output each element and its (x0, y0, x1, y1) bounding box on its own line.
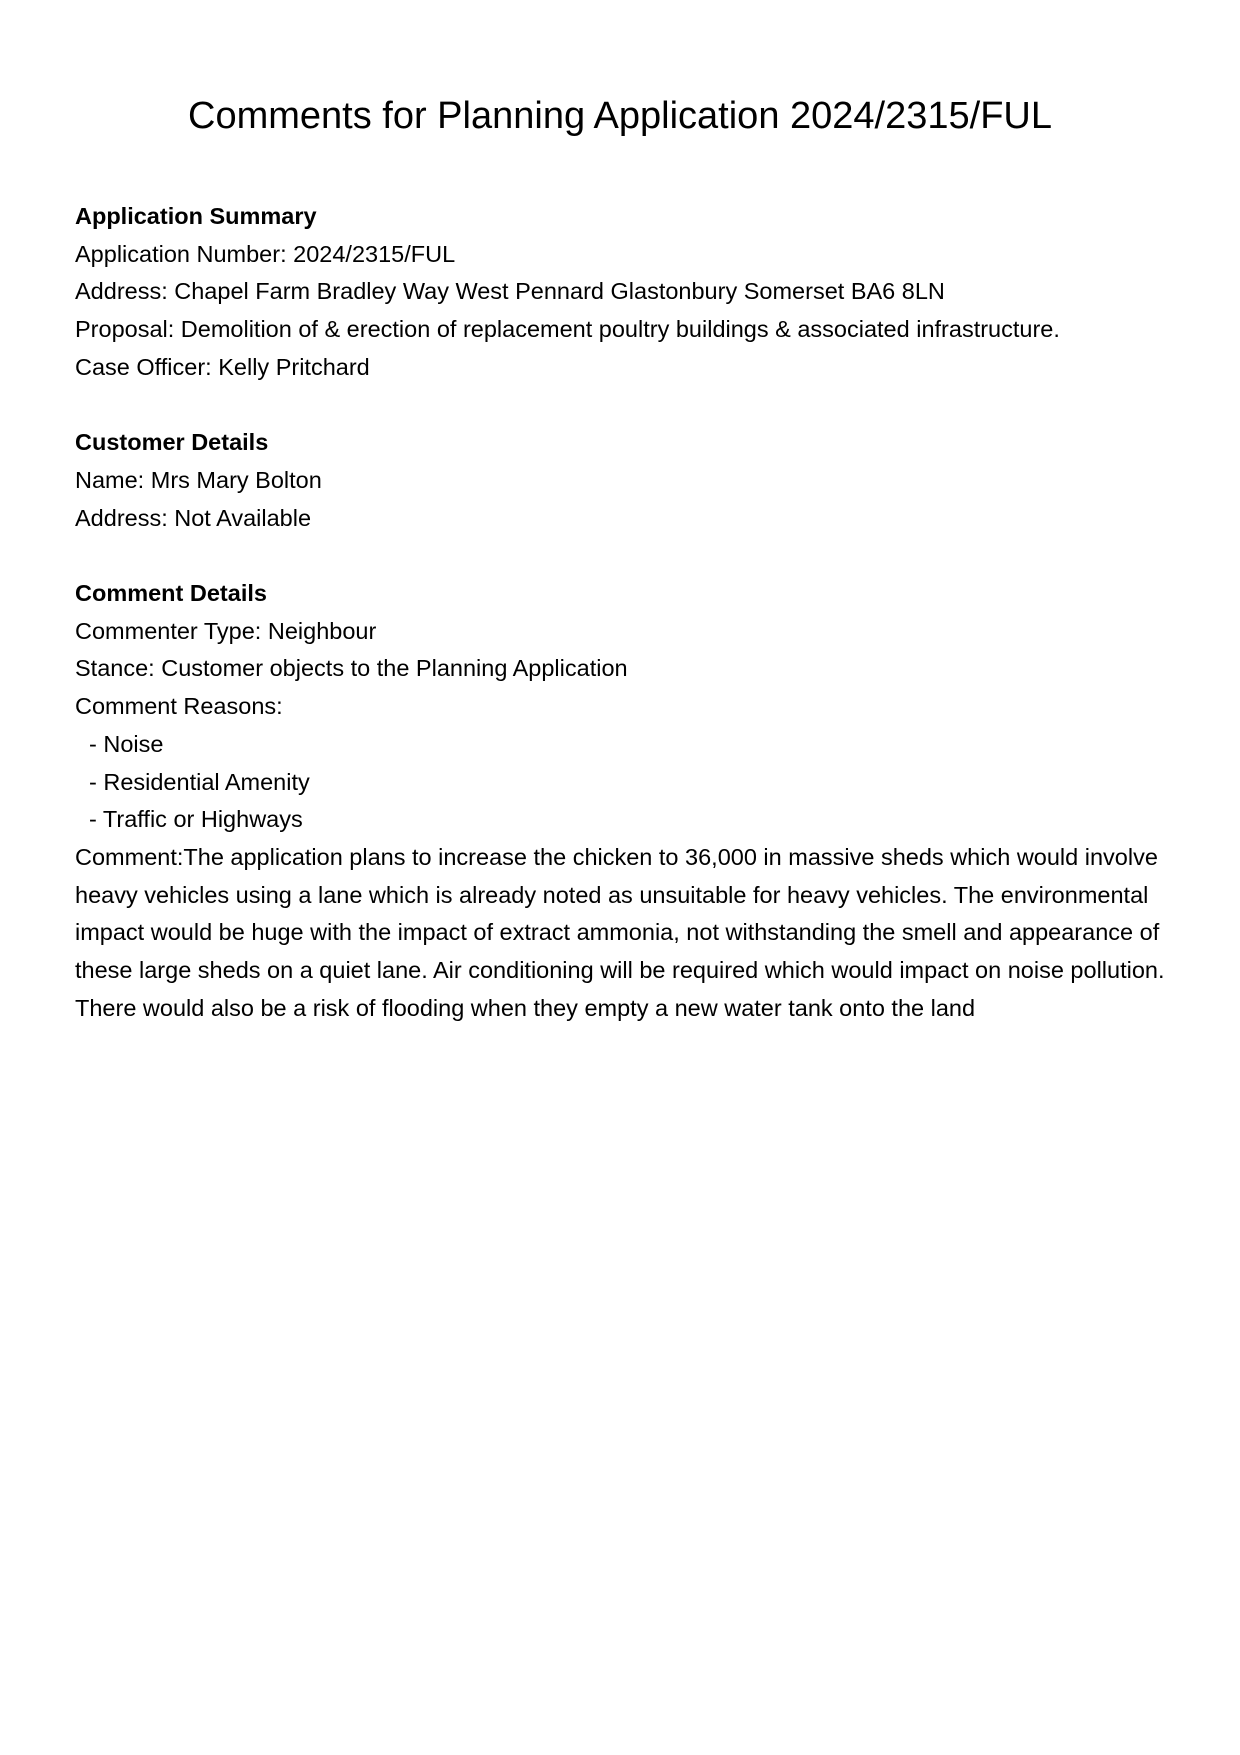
comment-details-section (75, 575, 1175, 1027)
application-proposal: Proposal: Demolition of & erection of replacement poultry buildings & associated infrastructure. (75, 316, 1060, 343)
comment-reason-item: - Traffic or Highways (89, 806, 303, 833)
page-title: Comments for Planning Application 2024/2315/FUL (188, 95, 1052, 137)
stance: Stance: Customer objects to the Planning Application (75, 655, 628, 682)
customer-details-section (75, 424, 1175, 537)
application-number: Application Number: 2024/2315/FUL (75, 240, 456, 267)
application-summary-heading: Application Summary (75, 203, 317, 229)
document-body (75, 198, 1175, 1027)
case-officer: Case Officer: Kelly Pritchard (75, 353, 370, 380)
comment-reason-item: - Residential Amenity (89, 768, 310, 795)
customer-details-heading: Customer Details (75, 429, 269, 456)
application-address: Address: Chapel Farm Bradley Way West Pennard Glastonbury Somerset BA6 8LN (75, 278, 945, 305)
comment-reason-item: - Noise (89, 730, 164, 757)
customer-address: Address: Not Available (75, 504, 312, 531)
comment-reasons-label: Comment Reasons: (75, 693, 283, 720)
customer-name: Name: Mrs Mary Bolton (75, 466, 322, 493)
application-summary-section (75, 198, 1175, 387)
comment-text: Comment:The application plans to increase the chicken to 36,000 in massive sheds which would involve heavy vehicles using a lane which is already noted as unsuitable for heavy vehicles. The environmental impact would be huge with the impact of extract ammonia, not withstanding the smell and appearance of these large sheds on a quiet lane. Air conditioning will be required which would impact on noise pollution. There would also be a risk of flooding when they empty a new water tank onto the land (75, 843, 1165, 1021)
commenter-type: Commenter Type: Neighbour (75, 617, 377, 644)
comment-details-heading: Comment Details (75, 580, 267, 606)
